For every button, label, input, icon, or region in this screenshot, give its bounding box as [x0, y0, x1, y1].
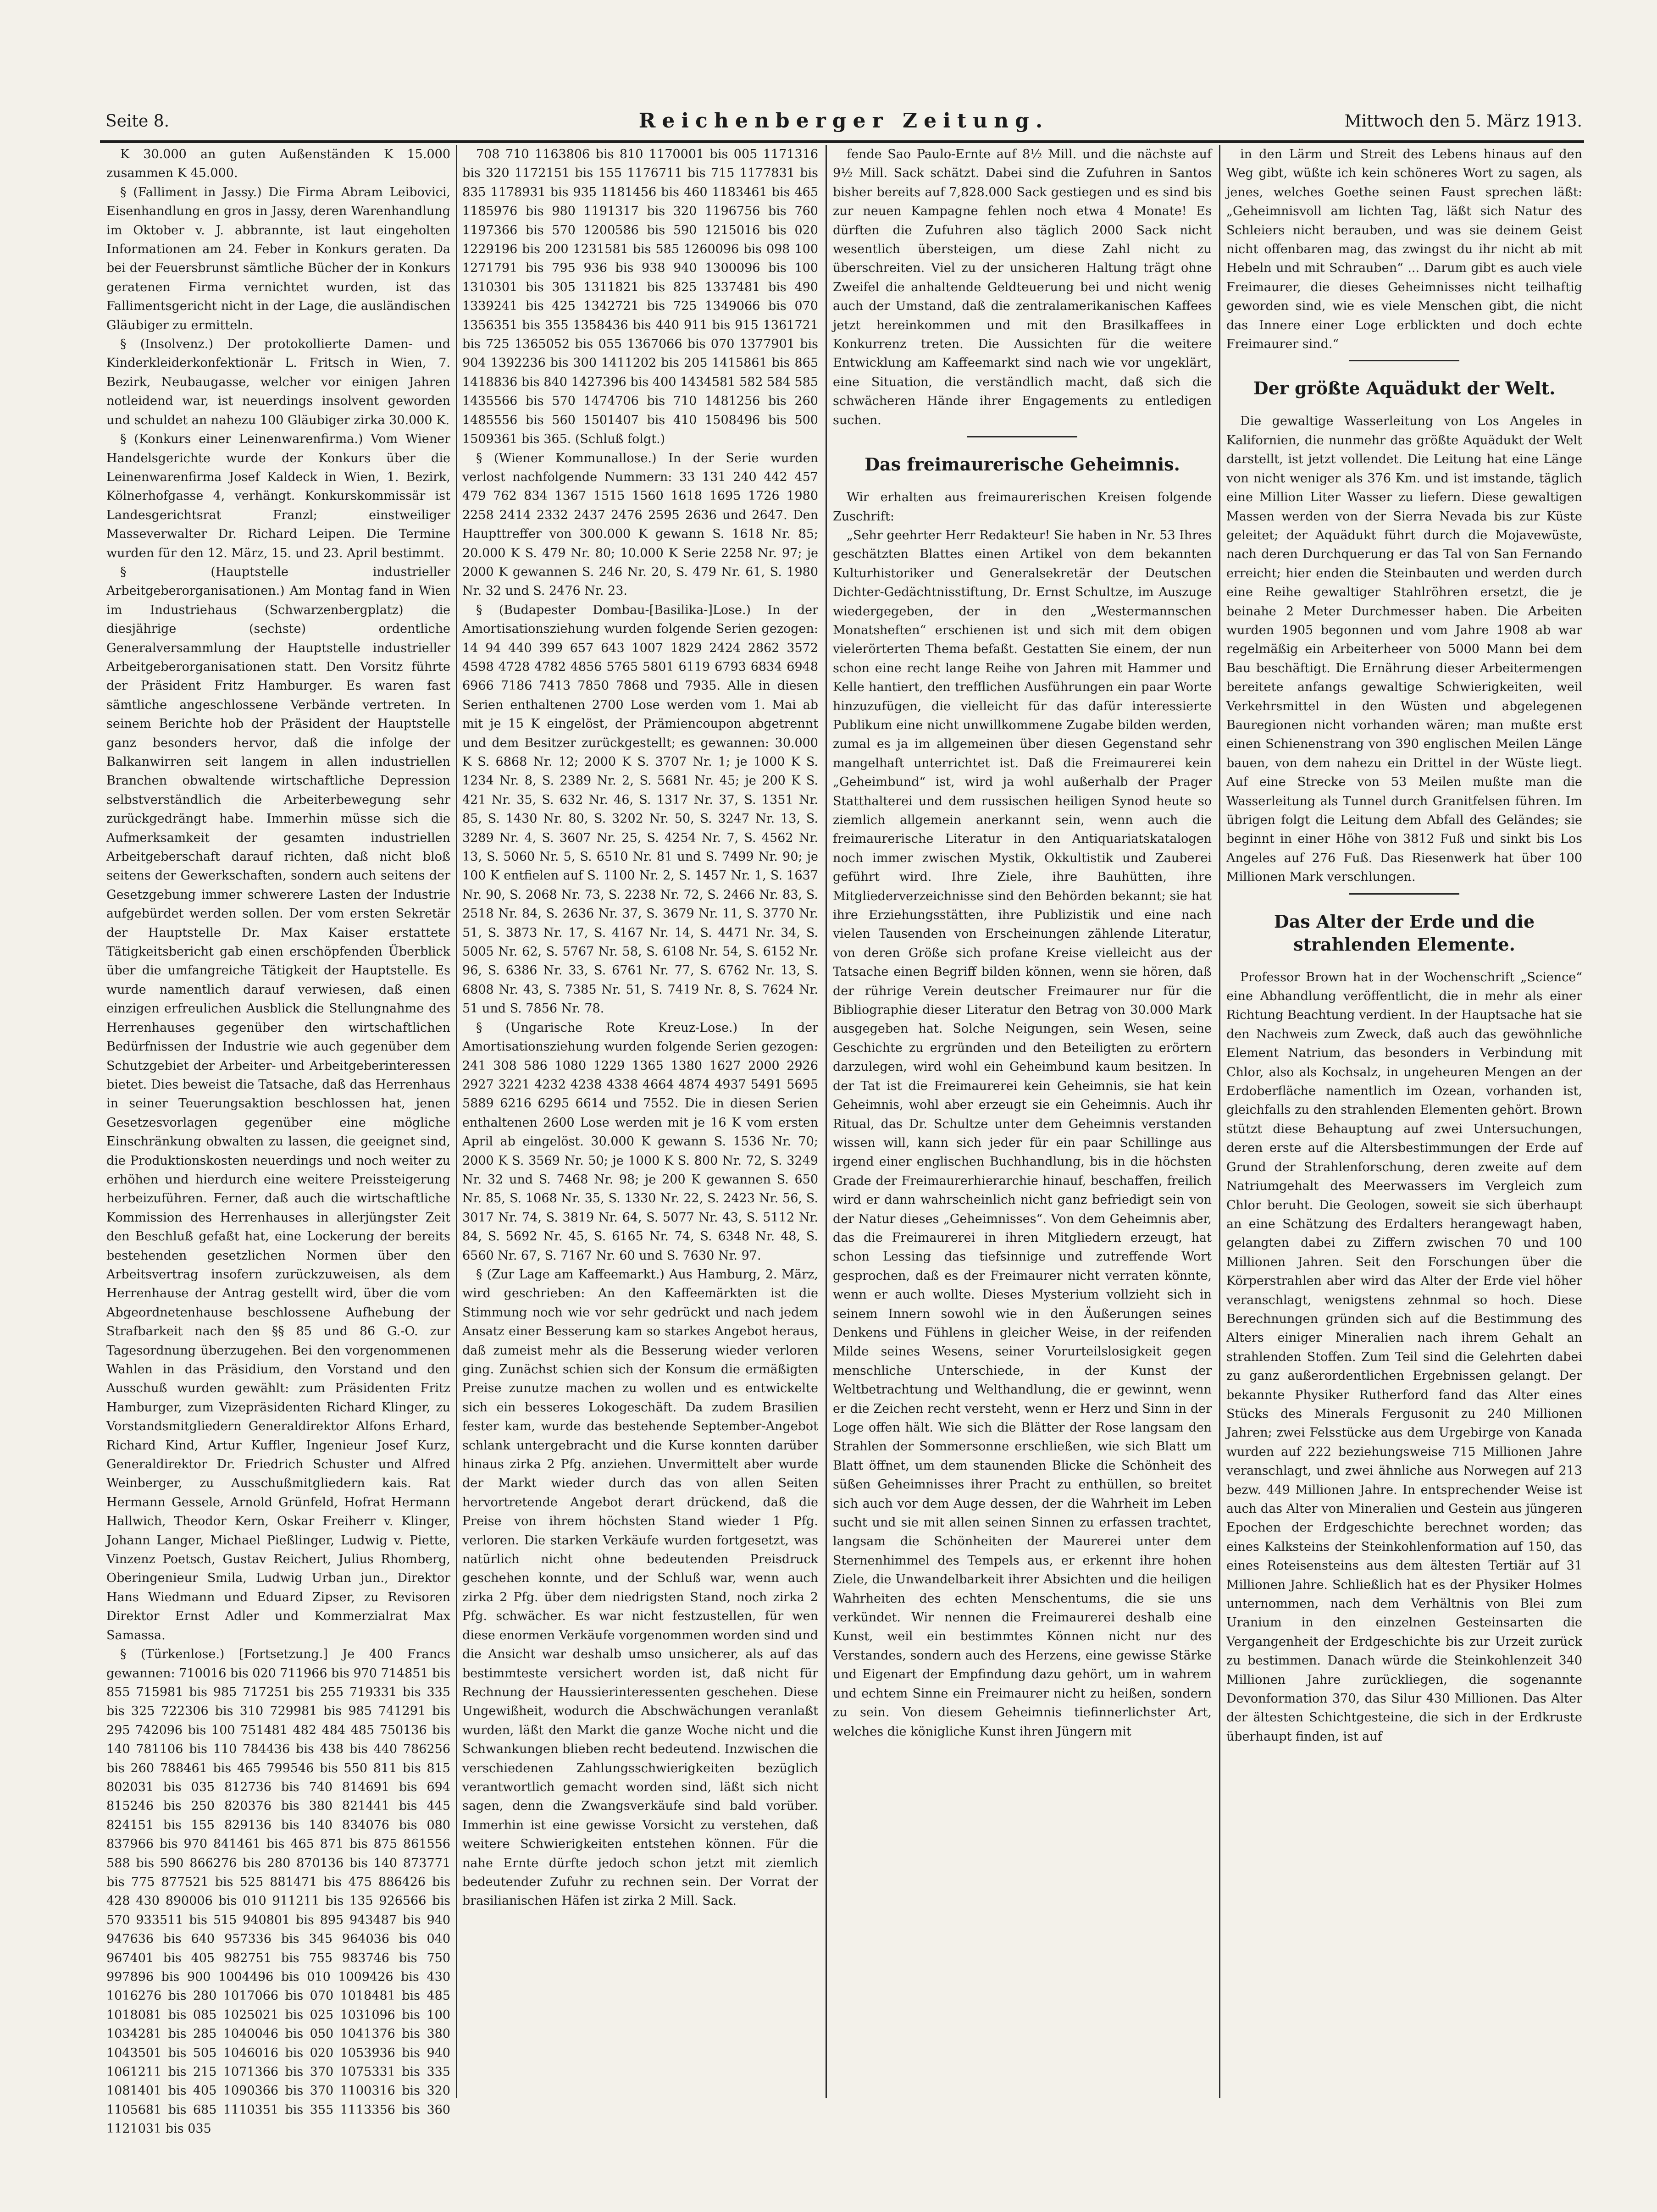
section-divider — [1349, 360, 1459, 361]
column-2 — [462, 145, 818, 2098]
article-body: Die gewaltige Wasserleitung von Los Angeles in Kalifornien, die nunmehr das größte Aquädukt der Welt darstellt, ist jetzt vollendet. Die Leitung hat eine Länge von nicht weniger als 376 Km. und ist imstande, täglich eine Million Liter Wasser zu liefern. Diese gewaltigen Massen werden von der Sierra Nevada bis zur Küste geleitet; der Aquädukt führt durch die Mojavewüste, nach deren Durchquerung er das Tal von San Fernando erreicht; hier enden die Steinbauten und werden durch eine Reihe gewaltiger Stahlröhren ersetzt, die je beinahe 2 Meter Durchmesser haben. Die Arbeiten wurden 1905 begonnen und vom Jahre 1908 ab war regelmäßig ein Arbeiterheer von 5000 Mann bei dem Bau beschäftigt. Die Ernährung dieser Arbeitermengen bereitete anfangs gewaltige Schwierigkeiten, weil Verkehrsmittel in den Wüsten und abgelegenen Bauregionen nicht vorhanden wären; man mußte erst einen Schienenstrang von 390 englischen Meilen Länge bauen, von dem nahezu ein Drittel in der Wüste liegt. Auf eine Strecke von 53 Meilen mußte man die Wasserleitung als Tunnel durch Granitfelsen führen. Im übrigen folgt die Leitung dem Abfall des Geländes; sie beginnt in einer Höhe von 3812 Fuß und sinkt bis Los Angeles auf 276 Fuß. Das Riesenwerk hat über 100 Millionen Mark verschlungen. — [1226, 414, 1582, 885]
news-item-rote-kreuz-lose: § (Ungarische Rote Kreuz-Lose.) In der Amortisationsziehung wurden folgende Serien gezogen: 241 308 586 1080 1229 1365 1380 1627 2000 2926 2927 3221 4232 4238 4338 4664 4874 4937 5491 5695 5889 6216 6295 6614 und 7552. Die in diesen Serien enthaltenen 2600 Lose werden mit je 16 K vom ersten April ab eingelöst. 30.000 K gewann S. 1536 Nr. 70; 2000 K S. 3569 Nr. 50; je 1000 K S. 800 Nr. 72, S. 3249 Nr. 32 und S. 7468 Nr. 98; je 200 K gewannen S. 650 Nr. 85, S. 1068 Nr. 35, S. 1330 Nr. 22, S. 2423 Nr. 56, S. 3017 Nr. 74, S. 3819 Nr. 64, S. 5077 Nr. 43, S. 5112 Nr. 84, S. 5692 Nr. 45, S. 6165 Nr. 74, S. 6348 Nr. 48, S. 6560 Nr. 67, S. 7167 Nr. 60 und S. 7630 Nr. 97. — [462, 1020, 818, 1263]
article-heading: Das freimaurerische Geheimnis. — [865, 454, 1180, 475]
issue-date: Mittwoch den 5. März 1913. — [1344, 112, 1582, 131]
column-1 — [106, 145, 450, 2136]
section-divider — [967, 436, 1077, 437]
header-rule — [100, 140, 1584, 143]
article-heading: Der größte Aquädukt der Welt. — [1253, 378, 1556, 399]
article-body: in den Lärm und Streit des Lebens hinaus auf den Weg gibt, wüßte ich kein schöneres Wort zu sagen, als jenes, welches Goethe seinen Faust sprechen läßt: „Geheimnisvoll am lichten Tag, läßt sich Natur des Schleiers nicht berauben, und was sie deinem Geist nicht offenbaren mag, das zwingst du ihr nicht ab mit Hebeln und mit Schrauben“ ... Darum gibt es auch viele Freimaurer, die dieses Geheimnisses nicht teilhaftig geworden sind, wie es viele Menschen gibt, die nicht das Innere einer Loge erblickten und doch echte Freimaurer sind.“ — [1226, 147, 1582, 352]
article-intro: Wir erhalten aus freimaurerischen Kreisen folgende Zuschrift: — [833, 490, 1212, 524]
page-number: Seite 8. — [105, 112, 170, 131]
column-divider — [1219, 145, 1220, 2098]
news-item-insolvenz: § (Insolvenz.) Der protokollierte Damen- und Kinderkleiderkonfektionär L. Fritsch in Wien, 7. Bezirk, Neubaugasse, welcher vor einigen Jahren notleidend war, ist neuerdings insolvent geworden und schuldet an nahezu 100 Gläubiger zirka 30.000 K. — [106, 337, 450, 427]
news-item-hauptstelle: § (Hauptstelle industrieller Arbeitgeberorganisationen.) Am Montag fand in Wien im Industriehaus (Schwarzenbergplatz) die diesjährige (sechste) ordentliche Generalversammlung der Hauptstelle industrieller Arbeitgeberorganisationen statt. Den Vorsitz führte der Präsident Fritz Hamburger. Es waren fast sämtliche angeschlossene Verbände vertreten. In seinem Berichte hob der Präsident der Hauptstelle ganz besonders hervor, daß die infolge der Balkanwirren seit langem in allen industriellen Branchen obwaltende wirtschaftliche Depression selbstverständlich die Arbeiterbewegung sehr zurückgedrängt habe. Immerhin müsse sich die Aufmerksamkeit der gesamten industriellen Arbeitgeberschaft darauf richten, daß nicht bloß seitens der Gewerkschaften, sondern auch seitens der Gesetzgebung immer schwerere Lasten der Industrie aufgebürdet werden sollen. Der vom ersten Sekretär der Hauptstelle Dr. Max Kaiser erstattete Tätigkeitsbericht gab einen erschöpfenden Überblick über die umfangreiche Tätigkeit der Hauptstelle. Es wurde namentlich darauf verwiesen, daß einen einzigen erfreulichen Ausblick die Stellungnahme des Herrenhauses gegenüber den wirtschaftlichen Bedürfnissen der Industrie wie auch gegenüber dem Schutzgebiet der Arbeiter- und Arbeitgeberinteressen bietet. Dies beweist die Tatsache, daß das Herrenhaus in seiner Teuerungsaktion beschlossen hat, jenen Gesetzesvorlagen gegenüber eine mögliche Einschränkung obwalten zu lassen, die geeignet sind, die Produktionskosten neuerdings und noch weiter zu erhöhen und hierdurch eine weitere Preissteigerung herbeizuführen. Ferner, daß auch die wirtschaftliche Kommission des Herrenhauses in allerjüngster Zeit den Beschluß gefaßt hat, eine Lockerung der bereits bestehenden gesetzlichen Normen über den Arbeitsvertrag insofern zurückzuweisen, als dem Herrenhause der Antrag gestellt wird, über die vom Abgeordnetenhause beschlossene Aufhebung der Strafbarkeit nach den §§ 85 und 86 G.-O. zur Tagesordnung überzugehen. Bei den vorgenommenen Wahlen in das Präsidium, den Vorstand und den Ausschuß wurden gewählt: zum Präsidenten Fritz Hamburger, zum Vizepräsidenten Richard Klinger, zu Vorstandsmitgliedern Generaldirektor Alfons Erhard, Richard Kind, Artur Kuffler, Ingenieur Josef Kurz, Generaldirektor Dr. Friedrich Schuster und Alfred Weinberger, zu Ausschußmitgliedern kais. Rat Hermann Gessele, Arnold Grünfeld, Hofrat Hermann Hallwich, Theodor Kern, Oskar Freiherr v. Klinger, Johann Langer, Michael Pießlinger, Ludwig v. Piette, Vinzenz Poetsch, Gustav Reichert, Julius Rhomberg, Oberingenieur Smila, Ludwig Urban jun., Direktor Hans Wiedmann und Eduard Zipser, zu Revisoren Direktor Ernst Adler und Kommerzialrat Max Samassa. — [106, 564, 450, 1642]
news-item-kommunallose: § (Wiener Kommunallose.) In der Serie wurden verlost nachfolgende Nummern: 33 131 240 442 457 479 762 834 1367 1515 1560 1618 1695 1726 1980 2258 2414 2332 2437 2476 2595 2636 und 2647. Den Haupttreffer von 300.000 K gewann S. 1618 Nr. 85; 20.000 K S. 479 Nr. 80; 10.000 K Serie 2258 Nr. 97; je 2000 K gewannen S. 246 Nr. 20, S. 479 Nr. 61, S. 1980 Nr. 32 und S. 2476 Nr. 23. — [462, 451, 818, 598]
column-divider — [826, 145, 827, 2098]
column-3 — [833, 145, 1212, 2098]
article-heading: Das Alter der Erde und die strahlenden Elemente. — [1274, 911, 1535, 955]
news-item-kaffeemarkt: § (Zur Lage am Kaffeemarkt.) Aus Hamburg, 2. März, wird geschrieben: An den Kaffeemärkten ist die Stimmung noch wie vor sehr gedrückt und nach jedem Ansatz einer Besserung kam so starkes Angebot heraus, daß zumeist mehr als die Besserung wieder verloren ging. Zunächst schien sich der Konsum die ermäßigten Preise zunutze machen zu wollen und es entwickelte sich ein besseres Lokogeschäft. Da zudem Brasilien fester kam, wurde das bestehende September-Angebot schlank untergebracht und die Kurse konnten darüber hinaus zirka 2 Pfg. anziehen. Unvermittelt aber wurde der Markt wieder durch das von allen Seiten hervortretende Angebot derart drückend, daß die Preise von ihrem höchsten Stand wieder 1 Pfg. verloren. Die starken Verkäufe wurden fortgesetzt, was natürlich nicht ohne bedeutenden Preisdruck geschehen konnte, und der Schluß war, wenn auch zirka 2 Pfg. über dem niedrigsten Stand, noch zirka 2 Pfg. schwächer. Es war nicht festzustellen, für wen diese enormen Verkäufe vorgenommen worden sind und die Ansicht war deshalb umso unsicherer, als auf das bestimmteste versichert worden ist, daß nicht für Rechnung der Haussierinteressenten geschehen. Diese Ungewißheit, wodurch die Abschwächungen veranlaßt wurden, läßt den Markt die ganze Woche nicht und die Schwankungen blieben recht bedeutend. Inzwischen die verschiedenen Zahlungsschwierigkeiten bezüglich verantwortlich gemacht worden sind, läßt sich nicht sagen, denn die Zwangsverkäufe sind bald vorüber. Immerhin ist eine gewisse Vorsicht zu verstehen, daß weitere Schwierigkeiten entstehen können. Für die nahe Ernte dürfte jedoch schon jetzt mit ziemlich bedeutender Zufuhr zu rechnen sein. Der Vorrat der brasilianischen Häfen ist zirka 2 Mill. Sack. — [462, 1267, 818, 1908]
paragraph: fende Sao Paulo-Ernte auf 8½ Mill. und die nächste auf 9½ Mill. Sack schätzt. Dabei sind die Zufuhren in Santos bisher bereits auf 7,828.000 Sack gestiegen und es sind bis zur neuen Kampagne fehlen noch etwa 4 Monate! Es dürften die Zufuhren also täglich 2000 Sack nicht wesentlich übersteigen, um diese Zahl nicht zu überschreiten. Viel zu der unsicheren Haltung trägt ohne Zweifel die anhaltende Geldteuerung bei und nicht wenig auch der Umstand, daß die zentralamerikanischen Kaffees jetzt hereinkommen und mit den Brasilkaffees in Konkurrenz treten. Die Aussichten für die weitere Entwicklung am Kaffeemarkt sind nach wie vor ungeklärt, eine Situation, die verständlich macht, daß sich die schwächeren Hände ihrer Engagements zu entledigen suchen. — [833, 147, 1212, 427]
page-header — [105, 108, 1582, 136]
article-body: „Sehr geehrter Herr Redakteur! Sie haben in Nr. 53 Ihres geschätzten Blattes einen Artikel von dem bekannten Kulturhistoriker und Generalsekretär der Deutschen Dichter-Gedächtnisstiftung, Dr. Ernst Schultze, im Auszuge wiedergegeben, der in den „Westermannschen Monatsheften“ erschienen ist und sich mit dem obigen vielerörterten Thema befaßt. Gestatten Sie einem, der nun schon eine recht lange Reihe von Jahren mit Hammer und Kelle hantiert, den trefflichen Ausführungen ein paar Worte hinzuzufügen, die vielleicht für das dafür interessierte Publikum eine nicht unwillkommene Zugabe bilden werden, zumal es ja im allgemeinen über diesen Gegenstand sehr mangelhaft unterrichtet ist. Daß die Freimaurerei kein „Geheimbund“ ist, wird ja wohl außerhalb der Prager Statthalterei und dem russischen heiligen Synod heute so ziemlich allgemein anerkannt sein, wenn auch die freimaurerische Literatur in den Antiquariatskatalogen noch immer zwischen Mystik, Okkultistik und Zauberei geführt wird. Ihre Ziele, ihre Bauhütten, ihre Mitgliederverzeichnisse sind den Behörden bekannt; sie hat ihre Erziehungsstätten, ihre Publizistik und eine nach vielen Tausenden von Erscheinungen zählende Literatur, von deren Größe sich profane Kreise vielleicht aus der Tatsache einen Begriff bilden können, wenn sie hören, daß der rührige Verein deutscher Freimaurer nur für die Bibliographie dieser Literatur den Betrag von 30.000 Mark ausgegeben hat. Solche Neigungen, sein Wesen, seine Geschichte zu ergründen und den Beteiligten zu erörtern darzulegen, wird wohl ein Geheimbund kaum besitzen. In der Tat ist die Freimaurerei kein Geheimnis, sie hat kein Geheimnis, wohl aber erzeugt sie ein Geheimnis. Auch ihr Ritual, das Dr. Schultze unter dem Geheimnis verstanden wissen will, kann sich jeder für ein paar Schillinge aus irgend einer englischen Buchhandlung, bis in die höchsten Grade der Freimaurerhierarchie hinauf, beschaffen, freilich wird er dann wahrscheinlich nicht ganz befriedigt sein von der Natur dieses „Geheimnisses“. Von dem Geheimnis aber, das die Freimaurerei in ihren Mitgliedern erzeugt, hat schon Lessing das tiefsinnige und zutreffende Wort gesprochen, daß es der Freimaurer nicht verraten könnte, wenn er auch wollte. Dieses Mysterium vollzieht sich in seinem Innern sowohl wie in den Äußerungen seines Denkens und Fühlens in gleicher Weise, in der reifenden Milde seines Wesens, seiner Vorurteilslosigkeit gegen menschliche Unterschiede, in der Kunst der Weltbetrachtung und Welthandlung, die er gewinnt, wenn er die Zeichen recht versteht, wenn er Herz und Sinn in der Loge offen hält. Wie sich die Blätter der Rose langsam den Strahlen der Sommersonne erschließen, wie sich Blatt um Blatt öffnet, um dem staunenden Blicke die Schönheit des süßen Geheimnisses ihrer Pracht zu enthüllen, so breitet sich auch vor dem Auge dessen, der die Wahrheit im Leben sucht und sie mit allen seinen Sinnen zu erfassen trachtet, langsam die Schönheiten der Maurerei unter dem Sternenhimmel des Tempels aus, er erkennt ihre hohen Ziele, die Unwandelbarkeit ihrer Absichten und die heiligen Wahrheiten des echten Menschentums, die sie uns verkündet. Wir nennen die Freimaurerei deshalb eine Kunst, weil ein bestimmtes Können nicht nur des Verstandes, sondern auch des Herzens, eine gewisse Stärke und Eigenart der Empfindung dazu gehört, um in wahrem und echtem Sinne ein Freimaurer nicht zu heißen, sondern zu sein. Von diesem Geheimnis tiefinnerlichster Art, welches die königliche Kunst ihren Jüngern mit — [833, 528, 1212, 1739]
paragraph: K 30.000 an guten Außenständen K 15.000 zusammen K 45.000. — [106, 147, 450, 181]
lottery-numbers: 708 710 1163806 bis 810 1170001 bis 005 1171316 bis 320 1172151 bis 155 1176711 bis 715 1177831 bis 835 1178931 bis 935 1181456 bis 460 1183461 bis 465 1185976 bis 980 1191317 bis 320 1196756 bis 760 1197366 bis 570 1200586 bis 590 1215016 bis 020 1229196 bis 200 1231581 bis 585 1260096 bis 098 100 1271791 bis 795 936 bis 938 940 1300096 bis 100 1310301 bis 305 1311821 bis 825 1337481 bis 490 1339241 bis 425 1342721 bis 725 1349066 bis 070 1356351 bis 355 1358436 bis 440 911 bis 915 1361721 bis 725 1365052 bis 055 1367066 bis 070 1377901 bis 904 1392236 bis 300 1411202 bis 205 1415861 bis 865 1418836 bis 840 1427396 bis 400 1434581 582 584 585 1435566 bis 570 1474706 bis 710 1481256 bis 260 1485556 bis 560 1501407 bis 410 1508496 bis 500 1509361 bis 365. (Schluß folgt.) — [462, 147, 818, 447]
news-item-falliment: § (Falliment in Jassy.) Die Firma Abram Leibovici, Eisenhandlung en gros in Jassy, deren Warenhandlung im Oktober v. J. abbrannte, ist laut eingeholten Informationen am 24. Feber in Konkurs geraten. Da bei der Feuersbrunst sämtliche Bücher der in Konkurs geratenen Firma vernichtet wurden, ist das Fallimentsgericht nicht in der Lage, die ausländischen Gläubiger zu ermitteln. — [106, 185, 450, 332]
news-item-dombaulose: § (Budapester Dombau-[Basilika-]Lose.) In der Amortisationsziehung wurden folgende Serien gezogen: 14 94 440 399 657 643 1007 1829 2424 2862 3572 4598 4728 4782 4856 5765 5801 6119 6793 6834 6948 6966 7186 7413 7850 7868 und 7935. Alle in diesen Serien enthaltenen 2700 Lose werden vom 1. Mai ab mit je 15 K eingelöst, der Prämiencoupon abgetrennt und dem Besitzer zurückgestellt; es gewannen: 30.000 K S. 6868 Nr. 12; 2000 K S. 3707 Nr. 1; je 1000 K S. 1234 Nr. 8, S. 2389 Nr. 2, S. 5681 Nr. 45; je 200 K S. 421 Nr. 35, S. 632 Nr. 46, S. 1317 Nr. 37, S. 1351 Nr. 85, S. 1430 Nr. 80, S. 3202 Nr. 50, S. 3247 Nr. 13, S. 3289 Nr. 4, S. 3607 Nr. 25, S. 4254 Nr. 7, S. 4562 Nr. 13, S. 5060 Nr. 5, S. 6510 Nr. 81 und S. 7499 Nr. 90; je 100 K entfielen auf S. 1100 Nr. 2, S. 1457 Nr. 1, S. 1637 Nr. 90, S. 2068 Nr. 73, S. 2238 Nr. 72, S. 2466 Nr. 83, S. 2518 Nr. 84, S. 2636 Nr. 37, S. 3679 Nr. 11, S. 3770 Nr. 51, S. 3873 Nr. 17, S. 4167 Nr. 14, S. 4471 Nr. 34, S. 5005 Nr. 62, S. 5767 Nr. 58, S. 6108 Nr. 54, S. 6152 Nr. 96, S. 6386 Nr. 33, S. 6761 Nr. 77, S. 6762 Nr. 13, S. 6808 Nr. 43, S. 7385 Nr. 51, S. 7419 Nr. 8, S. 7624 Nr. 51 und S. 7856 Nr. 78. — [462, 603, 818, 1016]
masthead: Reichenberger Zeitung. — [638, 109, 1049, 133]
news-item-tuerkenlose: § (Türkenlose.) [Fortsetzung.] Je 400 Francs gewannen: 710016 bis 020 711966 bis 970 714851 bis 855 715981 bis 985 717251 bis 255 719331 bis 335 bis 325 722306 bis 310 729981 bis 985 741291 bis 295 742096 bis 100 751481 482 484 485 750136 bis 140 781106 bis 110 784436 bis 438 bis 440 786256 bis 260 788461 bis 465 799546 bis 550 811 bis 815 802031 bis 035 812736 bis 740 814691 bis 694 815246 bis 250 820376 bis 380 821441 bis 445 824151 bis 155 829136 bis 140 834076 bis 080 837966 bis 970 841461 bis 465 871 bis 875 861556 588 bis 590 866276 bis 280 870136 bis 140 873771 bis 775 877521 bis 525 881471 bis 475 886426 bis 428 430 890006 bis 010 911211 bis 135 926566 bis 570 933511 bis 515 940801 bis 895 943487 bis 940 947636 bis 640 957336 bis 345 964036 bis 040 967401 bis 405 982751 bis 755 983746 bis 750 997896 bis 900 1004496 bis 010 1009426 bis 430 1016276 bis 280 1017066 bis 070 1018481 bis 485 1018081 bis 085 1025021 bis 025 1031096 bis 100 1034281 bis 285 1040046 bis 050 1041376 bis 380 1043501 bis 505 1046016 bis 020 1053936 bis 940 1061211 bis 215 1071366 bis 370 1075331 bis 335 1081401 bis 405 1090366 bis 370 1100316 bis 320 1105681 bis 685 1110351 bis 355 1113356 bis 360 1121031 bis 035 — [106, 1647, 450, 2136]
column-divider — [456, 145, 457, 2098]
news-item-konkurs: § (Konkurs einer Leinenwarenfirma.) Vom Wiener Handelsgerichte wurde der Konkurs über die Leinenwarenfirma Josef Kaldeck in Wien, 1. Bezirk, Kölnerhofgasse 4, verhängt. Konkurskommissär ist Landesgerichtsrat Franzl; einstweiliger Masseverwalter Dr. Richard Leipen. Die Termine wurden für den 12. März, 15. und 23. April bestimmt. — [106, 432, 450, 560]
section-divider — [1349, 893, 1459, 895]
column-4 — [1226, 145, 1582, 2098]
article-body: Professor Brown hat in der Wochenschrift „Science“ eine Abhandlung veröffentlicht, die in mehr als einer Richtung Beachtung verdient. In der Hauptsache hat sie den Nachweis zum Zweck, daß auch das gewöhnliche Element Natrium, das besonders in Verbindung mit Chlor, also als Kochsalz, in ungeheuren Mengen an der Erdoberfläche namentlich im Ozean, vorhanden ist, gleichfalls zu den strahlenden Elementen gehört. Brown stützt diese Behauptung auf zwei Untersuchungen, deren erste auf die Altersbestimmungen der Erde auf Grund der Strahlenforschung, deren zweite auf dem Natriumgehalt des Meerwassers im Vergleich zum Chlor beruht. Die Geologen, soweit sie sich überhaupt an eine Schätzung des Erdalters herangewagt haben, gelangten dabei zu Ziffern zwischen 70 und 100 Millionen Jahren. Seit den Forschungen über die Körperstrahlen aber wird das Alter der Erde viel höher veranschlagt, wenigstens zehnmal so hoch. Diese Berechnungen gründen sich auf die Bestimmung des Alters einiger Mineralien nach ihrem Gehalt an strahlenden Stoffen. Zum Teil sind die Gelehrten dabei zu ganz außerordentlichen Ergebnissen gelangt. Der bekannte Physiker Rutherford fand das Alter eines Stücks des Minerals Fergusonit zu 240 Millionen Jahren; zwei Felsstücke aus dem Urgebirge von Kanada wurden auf 222 beziehungsweise 715 Millionen Jahre veranschlagt, und zwei ähnliche aus Norwegen auf 213 bezw. 449 Millionen Jahre. In entsprechender Weise ist auch das Alter von Mineralien und Gestein aus jüngeren Epochen der Erdgeschichte berechnet worden; das eines Kalksteins der Steinkohlenformation auf 150, das eines Roteisensteins aus dem ältesten Tertiär auf 31 Millionen Jahre. Schließlich hat es der Physiker Holmes unternommen, nach dem Verhältnis von Blei zum Uranium in den einzelnen Gesteinsarten die Vergangenheit der Erdgeschichte bis zur Urzeit zurück zu bestimmen. Danach würde die Steinkohlenzeit 340 Millionen Jahre zurückliegen, die sogenannte Devonformation 370, das Silur 430 Millionen. Das Alter der ältesten Schichtgesteine, die sich in der Erdkruste überhaupt finden, ist auf — [1226, 970, 1582, 1744]
